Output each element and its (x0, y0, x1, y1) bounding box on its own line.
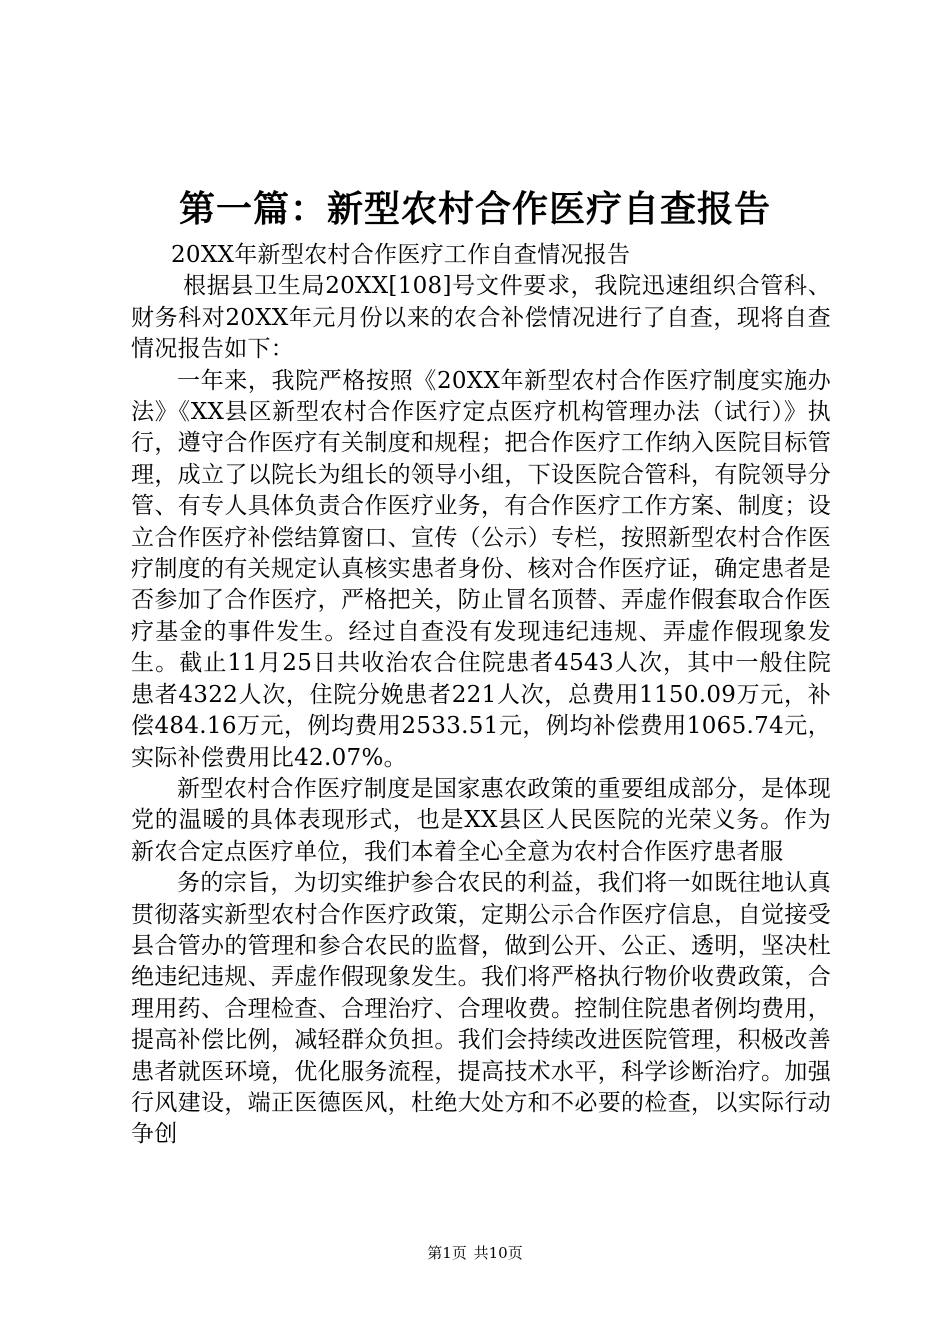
report-subtitle: 20XX年新型农村合作医疗工作自查情况报告 (171, 242, 631, 268)
paragraph-policy: 新型农村合作医疗制度是国家惠农政策的重要组成部分，是体现党的温暖的具体表现形式，也是XX县区人民医院的光荣义务。作为新农合定点医疗单位，我们本着全心全意为农村合作医疗患者服 (131, 775, 831, 865)
page-footer: 第1页 共10页 (427, 1244, 523, 1262)
paragraph-commitment: 务的宗旨，为切实维护参合农民的利益，我们将一如既往地认真贯彻落实新型农村合作医疗政策，定期公示合作医疗信息，自觉接受县合管办的管理和参合农民的监督，做到公开、公正、透明，坚决杜绝违纪违规、弄虚作假现象发生。我们将严格执行物价收费政策，合理用药、合理检查、合理治疗、合理收费。控制住院患者例均费用，提高补偿比例，减轻群众负担。我们会持续改进医院管理，积极改善患者就医环境，优化服务流程，提高技术水平，科学诊断治疗。加强行风建设，端正医德医风，杜绝大处方和不必要的检查，以实际行动争创 (131, 870, 831, 1148)
document-title: 第一篇：新型农村合作医疗自查报告 (178, 188, 771, 230)
document-body (131, 240, 831, 1151)
paragraph-intro: 根据县卫生局20XX[108]号文件要求，我院迅速组织合管科、财务科对20XX年元月份以来的农合补偿情况进行了自查，现将自查情况报告如下： (131, 273, 831, 363)
paragraph-summary: 一年来，我院严格按照《20XX年新型农村合作医疗制度实施办法》《XX县区新型农村合作医疗定点医疗机构管理办法（试行）》执行，遵守合作医疗有关制度和规程；把合作医疗工作纳入医院目标管理，成立了以院长为组长的领导小组，下设医院合管科，有院领导分管、有专人具体负责合作医疗业务，有合作医疗工作方案、制度；设立合作医疗补偿结算窗口、宣传（公示）专栏，按照新型农村合作医疗制度的有关规定认真核实患者身份、核对合作医疗证，确定患者是否参加了合作医疗，严格把关，防止冒名顶替、弄虚作假套取合作医疗基金的事件发生。经过自查没有发现违纪违规、弄虚作假现象发生。截止11月25日共收治农合住院患者4543人次，其中一般住院患者4322人次，住院分娩患者221人次，总费用1150.09万元，补偿484.16万元，例均费用2533.51元，例均补偿费用1065.74元，实际补偿费用比42.07%。 (131, 367, 831, 771)
